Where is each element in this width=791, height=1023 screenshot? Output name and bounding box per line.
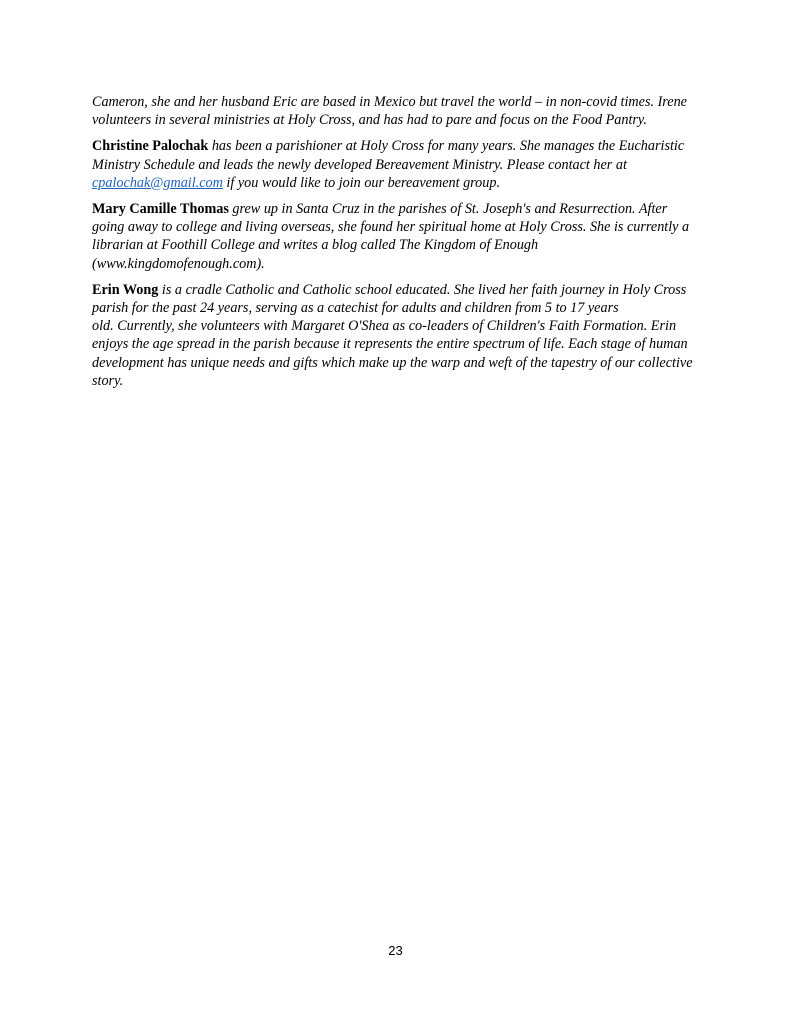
person-name: Erin Wong — [92, 281, 159, 298]
text-line: Cameron, she and her husband Eric are based in Mexico but travel the world – in non-covid times. Irene — [92, 94, 687, 110]
text-line — [92, 174, 702, 192]
text-line: librarian at Foothill College and writes a blog called The Kingdom of Enough — [92, 237, 539, 254]
person-name: Christine Palochak — [92, 138, 209, 155]
person-name: Mary Camille Thomas — [92, 201, 229, 218]
text-line: enjoys the age spread in the parish because it represents the entire spectrum of life. Each stage of human — [92, 336, 688, 353]
text-line: (www.kingdomofenough.com). — [92, 255, 265, 272]
text-run: is a cradle Catholic and Catholic school educated. She lived her faith journey in Holy Cross — [158, 281, 687, 298]
paragraph-irene — [92, 93, 702, 129]
text-run: grew up in Santa Cruz in the parishes of St. Joseph's and Resurrection. After — [228, 201, 668, 218]
email-link[interactable]: cpalochak@gmail.com — [92, 174, 223, 191]
paragraph-erin-wong — [92, 281, 702, 390]
text-line: Ministry Schedule and leads the newly developed Bereavement Ministry. Please contact her at — [92, 156, 627, 173]
text-run: has been a parishioner at Holy Cross for many years. She manages the Eucharistic — [208, 138, 685, 155]
body-text — [92, 93, 702, 398]
text-line: story. — [92, 372, 124, 389]
text-line: development has unique needs and gifts which make up the warp and weft of the tapestry of our collective — [92, 354, 693, 371]
text-line: old. Currently, she volunteers with Margaret O'Shea as co-leaders of Children's Faith Formation. Erin — [92, 318, 677, 335]
paragraph-mary-camille-thomas — [92, 200, 702, 273]
text-line: going away to college and living overseas, she found her spiritual home at Holy Cross. She is currently a — [92, 219, 690, 236]
paragraph-christine-palochak — [92, 137, 702, 192]
text-line — [92, 281, 702, 299]
text-line — [92, 200, 702, 218]
text-run: if you would like to join our bereavement group. — [222, 174, 500, 191]
page-number: 23 — [388, 943, 403, 958]
text-line: parish for the past 24 years, serving as a catechist for adults and children from 5 to 17 years — [92, 300, 619, 317]
text-line: volunteers in several ministries at Holy Cross, and has had to pare and focus on the Food Pantry. — [92, 112, 647, 129]
text-line — [92, 137, 702, 155]
